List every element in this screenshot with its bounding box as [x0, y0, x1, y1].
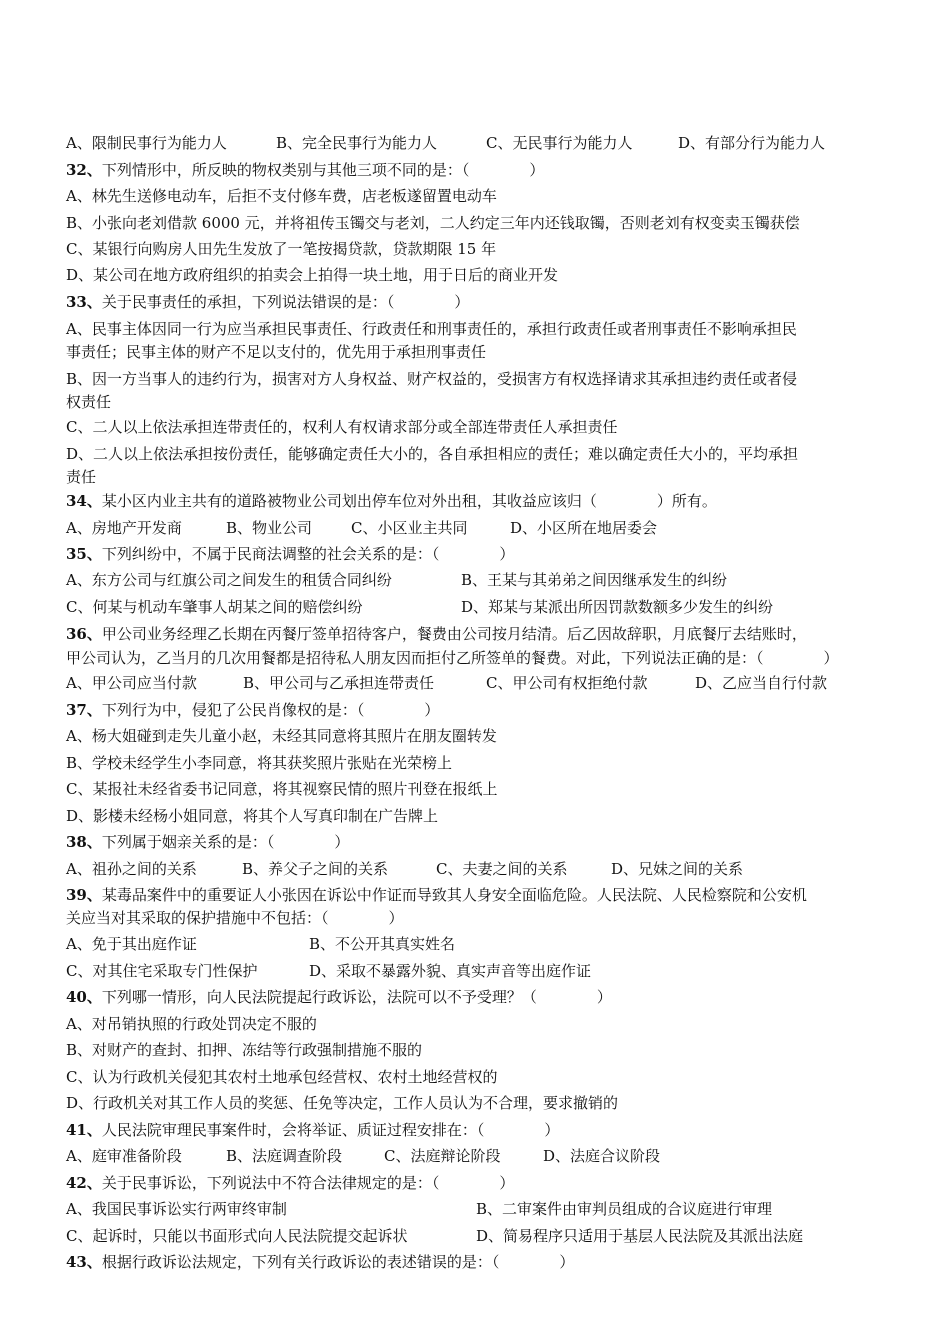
line-text: 权责任 — [66, 393, 112, 411]
question-number: 42、 — [66, 1174, 102, 1192]
text-line — [66, 389, 896, 415]
answer-option: B、法庭调查阶段 — [226, 1147, 343, 1165]
option-row — [66, 670, 896, 696]
text-line — [66, 1090, 896, 1116]
answer-option: C、小区业主共同 — [351, 519, 468, 537]
question-number: 41、 — [66, 1121, 102, 1139]
answer-option: A、祖孙之间的关系 — [66, 860, 197, 878]
question-text: 某毒品案件中的重要证人小张因在诉讼中作证而导致其人身安全面临危险。人民法院、人民检察院和公安机 — [101, 886, 807, 904]
text-line — [66, 723, 896, 749]
answer-option: B、二审案件由审判员组成的合议庭进行审理 — [476, 1200, 773, 1218]
question-line — [66, 1249, 896, 1275]
question-number: 32、 — [66, 161, 102, 179]
line-text: C、二人以上依法承担连带责任的，权利人有权请求部分或全部连带责任人承担责任 — [66, 418, 618, 436]
answer-option: C、夫妻之间的关系 — [436, 860, 568, 878]
line-text: A、杨大姐碰到走失儿童小赵，未经其同意将其照片在朋友圈转发 — [66, 727, 497, 745]
question-text: 下列属于姻亲关系的是：（ ） — [101, 833, 350, 851]
text-line — [66, 262, 896, 288]
answer-option: C、无民事行为能力人 — [486, 134, 633, 152]
question-line — [66, 488, 896, 514]
question-number: 37、 — [66, 701, 102, 719]
option-row — [66, 856, 896, 882]
answer-option: D、小区所在地居委会 — [510, 519, 658, 537]
option-row — [66, 1143, 896, 1169]
option-row — [66, 567, 896, 593]
line-text: 甲公司认为，乙当月的几次用餐都是招待私人朋友因而拒付乙所签单的餐费。对此，下列说法正确的是：（ ） — [66, 649, 839, 667]
question-number: 36、 — [66, 625, 102, 643]
answer-option: A、庭审准备阶段 — [66, 1147, 182, 1165]
answer-option: C、何某与机动车肇事人胡某之间的赔偿纠纷 — [66, 598, 363, 616]
question-line — [66, 157, 896, 183]
question-number: 39、 — [66, 886, 102, 904]
line-text: B、小张向老刘借款 6000 元，并将祖传玉镯交与老刘，二人约定三年内还钱取镯，否则老刘有权变卖玉镯获偿 — [66, 214, 800, 232]
answer-option: C、起诉时，只能以书面形式向人民法院提交起诉状 — [66, 1227, 408, 1245]
line-text: B、因一方当事人的违约行为，损害对方人身权益、财产权益的，受损害方有权选择请求其承担违约责任或者侵 — [66, 370, 798, 388]
answer-option: D、兄妹之间的关系 — [611, 860, 744, 878]
answer-option: B、养父子之间的关系 — [242, 860, 389, 878]
answer-option: D、采取不暴露外貌、真实声音等出庭作证 — [309, 962, 592, 980]
question-number: 35、 — [66, 545, 102, 563]
answer-option: A、免于其出庭作证 — [66, 935, 197, 953]
answer-option: D、有部分行为能力人 — [678, 134, 826, 152]
option-row — [66, 1196, 896, 1222]
question-line — [66, 984, 896, 1010]
text-line — [66, 1064, 896, 1090]
answer-option: B、甲公司与乙承担连带责任 — [243, 674, 435, 692]
line-text: C、某银行向购房人田先生发放了一笔按揭贷款，贷款期限 15 年 — [66, 240, 497, 258]
answer-option: A、东方公司与红旗公司之间发生的租赁合同纠纷 — [66, 571, 392, 589]
question-number: 34、 — [66, 492, 102, 510]
text-line — [66, 803, 896, 829]
line-text: C、认为行政机关侵犯其农村土地承包经营权、农村土地经营权的 — [66, 1068, 498, 1086]
question-line — [66, 289, 896, 315]
answer-option: D、简易程序只适用于基层人民法院及其派出法庭 — [476, 1227, 804, 1245]
question-text: 下列纠纷中，不属于民商法调整的社会关系的是：（ ） — [101, 545, 515, 563]
line-text: D、影楼未经杨小姐同意，将其个人写真印制在广告牌上 — [66, 807, 439, 825]
line-text: D、行政机关对其工作人员的奖惩、任免等决定，工作人员认为不合理，要求撤销的 — [66, 1094, 619, 1112]
answer-option: C、对其住宅采取专门性保护 — [66, 962, 258, 980]
answer-option: D、郑某与某派出所因罚款数额多少发生的纠纷 — [461, 598, 774, 616]
question-number: 33、 — [66, 293, 102, 311]
option-row — [66, 594, 896, 620]
text-line — [66, 183, 896, 209]
option-row — [66, 130, 896, 156]
line-text: C、某报社未经省委书记同意，将其视察民情的照片刊登在报纸上 — [66, 780, 498, 798]
question-text: 关于民事责任的承担，下列说法错误的是：（ ） — [101, 293, 470, 311]
question-text: 下列哪一情形，向人民法院提起行政诉讼，法院可以不予受理？（ ） — [101, 988, 612, 1006]
question-number: 38、 — [66, 833, 102, 851]
question-text: 根据行政诉讼法规定，下列有关行政诉讼的表述错误的是：（ ） — [101, 1253, 575, 1271]
answer-option: A、我国民事诉讼实行两审终审制 — [66, 1200, 287, 1218]
question-text: 甲公司业务经理乙长期在丙餐厅签单招待客户，餐费由公司按月结清。后乙因故辞职，月底餐厅去结账时， — [101, 625, 807, 643]
text-line — [66, 776, 896, 802]
text-line — [66, 464, 896, 490]
answer-option: D、乙应当自行付款 — [695, 674, 828, 692]
question-line — [66, 1170, 896, 1196]
text-line — [66, 210, 896, 236]
text-line — [66, 414, 896, 440]
answer-option: D、法庭合议阶段 — [543, 1147, 661, 1165]
answer-option: B、王某与其弟弟之间因继承发生的纠纷 — [461, 571, 728, 589]
text-line — [66, 236, 896, 262]
line-text: D、某公司在地方政府组织的拍卖会上拍得一块土地，用于日后的商业开发 — [66, 266, 559, 284]
line-text: B、对财产的查封、扣押、冻结等行政强制措施不服的 — [66, 1041, 423, 1059]
question-line — [66, 541, 896, 567]
text-line — [66, 750, 896, 776]
line-text: A、对吊销执照的行政处罚决定不服的 — [66, 1015, 317, 1033]
line-text: A、林先生送修电动车，后拒不支付修车费，店老板遂留置电动车 — [66, 187, 497, 205]
question-number: 43、 — [66, 1253, 102, 1271]
text-line — [66, 1011, 896, 1037]
text-line — [66, 339, 896, 365]
text-line — [66, 905, 896, 931]
question-line — [66, 1117, 896, 1143]
answer-option: A、房地产开发商 — [66, 519, 182, 537]
answer-option: C、甲公司有权拒绝付款 — [486, 674, 648, 692]
answer-option: A、甲公司应当付款 — [66, 674, 197, 692]
question-text: 下列行为中，侵犯了公民肖像权的是：（ ） — [101, 701, 440, 719]
answer-option: A、限制民事行为能力人 — [66, 134, 227, 152]
answer-option: B、完全民事行为能力人 — [276, 134, 438, 152]
option-row — [66, 1223, 896, 1249]
question-line — [66, 621, 896, 647]
line-text: 关应当对其采取的保护措施中不包括：（ ） — [66, 909, 404, 927]
question-text: 某小区内业主共有的道路被物业公司划出停车位对外出租，其收益应该归（ ）所有。 — [101, 492, 717, 510]
option-row — [66, 958, 896, 984]
text-line — [66, 1037, 896, 1063]
line-text: D、二人以上依法承担按份责任，能够确定责任大小的，各自承担相应的责任；难以确定责任大小的，平均承担 — [66, 445, 799, 463]
question-number: 40、 — [66, 988, 102, 1006]
question-text: 关于民事诉讼，下列说法中不符合法律规定的是：（ ） — [101, 1174, 515, 1192]
line-text: 责任 — [66, 468, 97, 486]
line-text: B、学校未经学生小李同意，将其获奖照片张贴在光荣榜上 — [66, 754, 453, 772]
answer-option: C、法庭辩论阶段 — [384, 1147, 501, 1165]
answer-option: B、物业公司 — [226, 519, 313, 537]
question-text: 下列情形中，所反映的物权类别与其他三项不同的是：（ ） — [101, 161, 545, 179]
line-text: 事责任；民事主体的财产不足以支付的，优先用于承担刑事责任 — [66, 343, 487, 361]
option-row — [66, 931, 896, 957]
option-row — [66, 515, 896, 541]
question-line — [66, 697, 896, 723]
question-line — [66, 829, 896, 855]
answer-option: B、不公开其真实姓名 — [309, 935, 456, 953]
line-text: A、民事主体因同一行为应当承担民事责任、行政责任和刑事责任的，承担行政责任或者刑事责任不影响承担民 — [66, 320, 797, 338]
text-line — [66, 645, 896, 671]
question-text: 人民法院审理民事案件时，会将举证、质证过程安排在：（ ） — [101, 1121, 560, 1139]
